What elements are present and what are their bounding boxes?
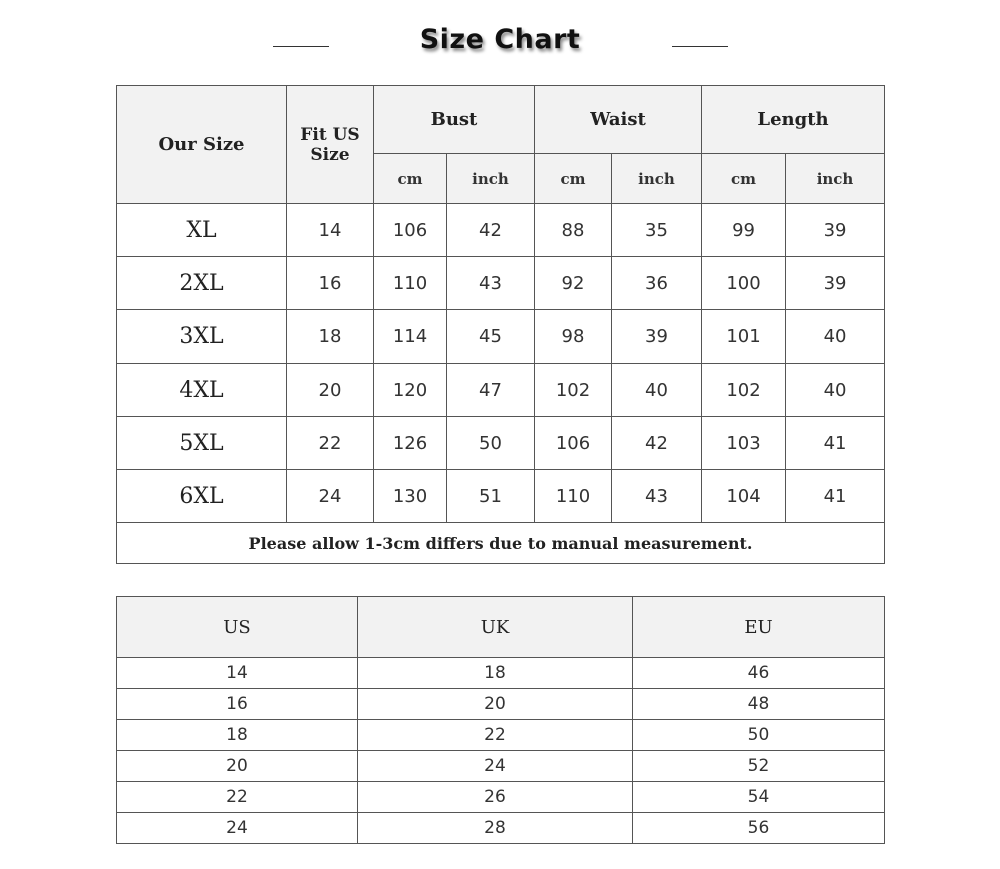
- length-inch-value: 39: [786, 257, 885, 310]
- unit-length-cm: cm: [702, 154, 786, 204]
- uk-value: 24: [358, 751, 633, 782]
- waist-cm-value: 92: [535, 257, 612, 310]
- header-fit-us-size-label: Fit US Size: [300, 124, 360, 165]
- fit-us-value: 24: [287, 470, 374, 523]
- length-cm-value: 101: [702, 310, 786, 364]
- header-eu: EU: [633, 597, 885, 658]
- length-inch-value: 39: [786, 204, 885, 257]
- fit-us-value: 16: [287, 257, 374, 310]
- unit-bust-cm: cm: [374, 154, 447, 204]
- table-row: [117, 364, 885, 417]
- table-row: [117, 470, 885, 523]
- header-bust: Bust: [374, 86, 535, 154]
- bust-cm-value: 120: [374, 364, 447, 417]
- waist-inch-value: 40: [612, 364, 702, 417]
- table-row: [117, 782, 885, 813]
- bust-cm-value: 126: [374, 417, 447, 470]
- table-row: [117, 310, 885, 364]
- us-value: 20: [117, 751, 358, 782]
- eu-value: 56: [633, 813, 885, 844]
- us-value: 24: [117, 813, 358, 844]
- unit-length-inch: inch: [786, 154, 885, 204]
- fit-us-value: 18: [287, 310, 374, 364]
- uk-value: 28: [358, 813, 633, 844]
- length-inch-value: 41: [786, 417, 885, 470]
- us-value: 18: [117, 720, 358, 751]
- length-inch-value: 40: [786, 364, 885, 417]
- unit-waist-inch: inch: [612, 154, 702, 204]
- us-value: 14: [117, 658, 358, 689]
- waist-inch-value: 42: [612, 417, 702, 470]
- bust-inch-value: 43: [447, 257, 535, 310]
- size-label: XL: [117, 204, 287, 257]
- size-label: 3XL: [117, 310, 287, 364]
- size-label: 2XL: [117, 257, 287, 310]
- header-length: Length: [702, 86, 885, 154]
- uk-value: 20: [358, 689, 633, 720]
- eu-value: 48: [633, 689, 885, 720]
- conversion-table: [116, 596, 885, 844]
- header-us: US: [117, 597, 358, 658]
- bust-cm-value: 114: [374, 310, 447, 364]
- header-our-size: Our Size: [117, 86, 287, 204]
- page-title: Size Chart: [419, 24, 581, 55]
- waist-inch-value: 35: [612, 204, 702, 257]
- waist-inch-value: 36: [612, 257, 702, 310]
- table-row: [117, 720, 885, 751]
- waist-inch-value: 43: [612, 470, 702, 523]
- uk-value: 26: [358, 782, 633, 813]
- waist-cm-value: 110: [535, 470, 612, 523]
- table-row: [117, 751, 885, 782]
- eu-value: 52: [633, 751, 885, 782]
- bust-inch-value: 45: [447, 310, 535, 364]
- table-row: [117, 257, 885, 310]
- bust-cm-value: 106: [374, 204, 447, 257]
- bust-cm-value: 110: [374, 257, 447, 310]
- bust-inch-value: 51: [447, 470, 535, 523]
- bust-inch-value: 47: [447, 364, 535, 417]
- table-row: [117, 689, 885, 720]
- header-waist: Waist: [535, 86, 702, 154]
- header-fit-us-size: [287, 86, 374, 204]
- waist-cm-value: 88: [535, 204, 612, 257]
- fit-us-value: 22: [287, 417, 374, 470]
- waist-cm-value: 102: [535, 364, 612, 417]
- uk-value: 22: [358, 720, 633, 751]
- length-cm-value: 104: [702, 470, 786, 523]
- length-inch-value: 41: [786, 470, 885, 523]
- length-cm-value: 103: [702, 417, 786, 470]
- size-label: 6XL: [117, 470, 287, 523]
- size-label: 5XL: [117, 417, 287, 470]
- waist-inch-value: 39: [612, 310, 702, 364]
- length-cm-value: 100: [702, 257, 786, 310]
- title-row: [0, 22, 1000, 66]
- bust-inch-value: 50: [447, 417, 535, 470]
- unit-bust-inch: inch: [447, 154, 535, 204]
- eu-value: 50: [633, 720, 885, 751]
- uk-value: 18: [358, 658, 633, 689]
- size-table: [116, 85, 885, 564]
- size-label: 4XL: [117, 364, 287, 417]
- eu-value: 46: [633, 658, 885, 689]
- length-inch-value: 40: [786, 310, 885, 364]
- waist-cm-value: 106: [535, 417, 612, 470]
- fit-us-value: 20: [287, 364, 374, 417]
- us-value: 16: [117, 689, 358, 720]
- unit-waist-cm: cm: [535, 154, 612, 204]
- table-row: [117, 658, 885, 689]
- table-row: [117, 204, 885, 257]
- bust-inch-value: 42: [447, 204, 535, 257]
- length-cm-value: 102: [702, 364, 786, 417]
- waist-cm-value: 98: [535, 310, 612, 364]
- measurement-note: Please allow 1-3cm differs due to manual measurement.: [117, 523, 885, 564]
- us-value: 22: [117, 782, 358, 813]
- header-uk: UK: [358, 597, 633, 658]
- fit-us-value: 14: [287, 204, 374, 257]
- eu-value: 54: [633, 782, 885, 813]
- table-row: [117, 813, 885, 844]
- bust-cm-value: 130: [374, 470, 447, 523]
- length-cm-value: 99: [702, 204, 786, 257]
- title-divider-right: [672, 46, 728, 47]
- table-row: [117, 417, 885, 470]
